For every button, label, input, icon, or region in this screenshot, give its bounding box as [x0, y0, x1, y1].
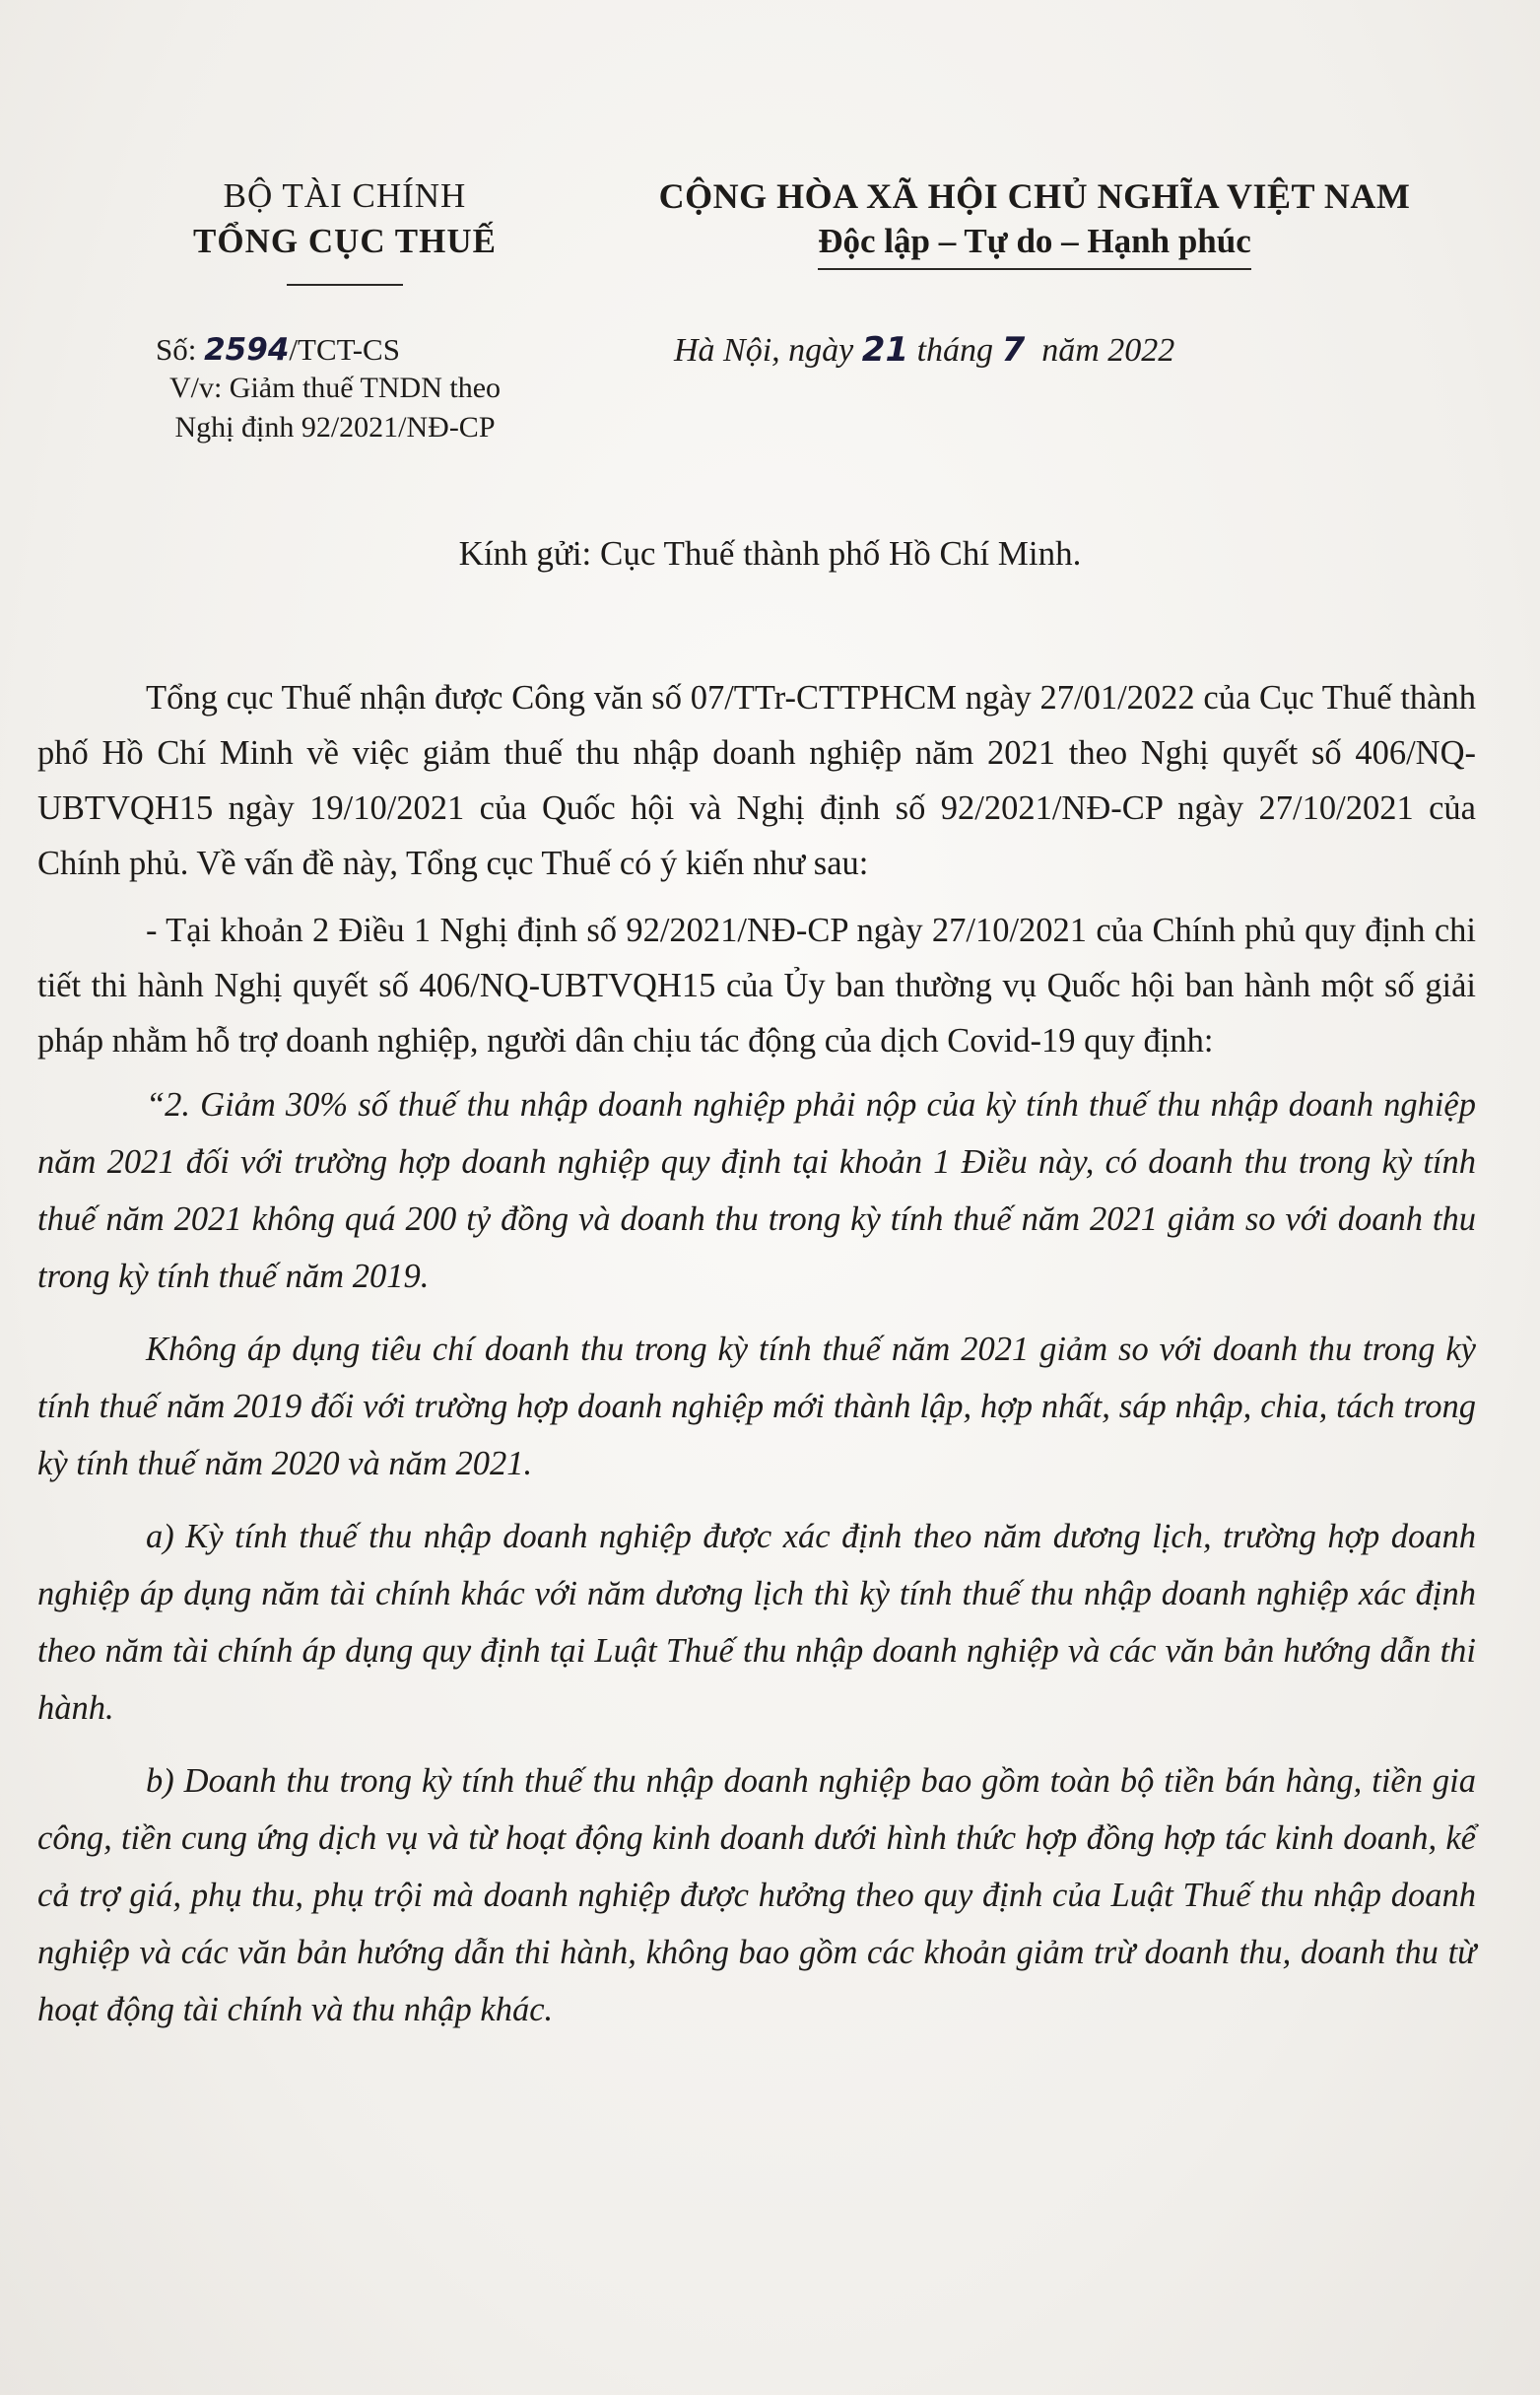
quoted-point-a: a) Kỳ tính thuế thu nhập doanh nghiệp được xác định theo năm dương lịch, trường hợp doanh nghiệp áp dụng năm tài chính khác với năm dương lịch thì kỳ tính thuế thu nhập doanh nghiệp xác định theo năm tài chính áp dụng quy định tại Luật Thuế thu nhập doanh nghiệp và các văn bản hướng dẫn thi hành.	[37, 1518, 1476, 1727]
document-number-prefix: Số:	[156, 332, 205, 367]
quoted-exception: Không áp dụng tiêu chí doanh thu trong kỳ tính thuế năm 2021 giảm so với doanh thu trong kỳ tính thuế năm 2019 đối với trường hợp doanh nghiệp mới thành lập, hợp nhất, sáp nhập, chia, tách trong kỳ tính thuế năm 2020 và năm 2021.	[37, 1331, 1476, 1482]
recipient-line: Kính gửi: Cục Thuế thành phố Hồ Chí Minh.	[458, 534, 1082, 573]
letter-body	[37, 670, 1476, 2054]
date-month-label: tháng	[908, 332, 1002, 369]
date-month-handwritten: 7	[1001, 330, 1026, 370]
quoted-clause-2: “2. Giảm 30% số thuế thu nhập doanh nghiệp phải nộp của kỳ tính thuế thu nhập doanh nghiệp năm 2021 đối với trường hợp doanh nghiệp quy định tại khoản 1 Điều này, có doanh thu trong kỳ tính thuế năm 2021 không quá 200 tỷ đồng và doanh thu trong kỳ tính thuế năm 2021 giảm so với doanh thu trong kỳ tính thuế năm 2019.	[37, 1086, 1476, 1295]
national-motto: Độc lập – Tự do – Hạnh phúc	[818, 219, 1251, 270]
issuing-agency-block	[108, 173, 581, 286]
document-number-suffix: /TCT-CS	[289, 332, 400, 367]
department-name: TỔNG CỤC THUẾ	[193, 222, 497, 260]
date-place: Hà Nội, ngày	[674, 332, 862, 369]
body-paragraph-intro: Tổng cục Thuế nhận được Công văn số 07/TTr-CTTPHCM ngày 27/01/2022 của Cục Thuế thành phố Hồ Chí Minh về việc giảm thuế thu nhập doanh nghiệp năm 2021 theo Nghị quyết số 406/NQ-UBTVQH15 ngày 19/10/2021 của Quốc hội và Nghị định số 92/2021/NĐ-CP ngày 27/10/2021 của Chính phủ. Về vấn đề này, Tổng cục Thuế có ý kiến như sau:	[37, 679, 1476, 882]
body-paragraph-legal-basis: - Tại khoản 2 Điều 1 Nghị định số 92/2021/NĐ-CP ngày 27/10/2021 của Chính phủ quy định chi tiết thi hành Nghị quyết số 406/NQ-UBTVQH15 của Ủy ban thường vụ Quốc hội ban hành một số giải pháp nhằm hỗ trợ doanh nghiệp, người dân chịu tác động của dịch Covid-19 quy định:	[37, 912, 1476, 1060]
issue-date	[674, 329, 1174, 372]
date-year: năm 2022	[1025, 332, 1175, 369]
national-heading-block	[591, 173, 1478, 270]
document-subject	[108, 369, 562, 447]
quoted-point-b: b) Doanh thu trong kỳ tính thuế thu nhập doanh nghiệp bao gồm toàn bộ tiền bán hàng, tiền gia công, tiền cung ứng dịch vụ và từ hoạt động kinh doanh dưới hình thức hợp đồng hợp tác kinh doanh, kể cả trợ giá, phụ thu, phụ trội mà doanh nghiệp được hưởng theo quy định của Luật Thuế thu nhập doanh nghiệp và các văn bản hướng dẫn thi hành, không bao gồm các khoản giảm trừ doanh thu, doanh thu từ hoạt động tài chính và thu nhập khác.	[37, 1762, 1476, 2028]
document-number	[156, 329, 400, 371]
subject-line-2: Nghị định 92/2021/NĐ-CP	[174, 411, 496, 444]
ministry-name: BỘ TÀI CHÍNH	[223, 176, 467, 215]
agency-divider	[287, 284, 403, 286]
national-title: CỘNG HÒA XÃ HỘI CHỦ NGHĨA VIỆT NAM	[658, 176, 1411, 216]
subject-line-1: V/v: Giảm thuế TNDN theo	[168, 372, 502, 404]
date-day-handwritten: 21	[861, 330, 909, 370]
document-number-handwritten: 2594	[204, 332, 290, 368]
